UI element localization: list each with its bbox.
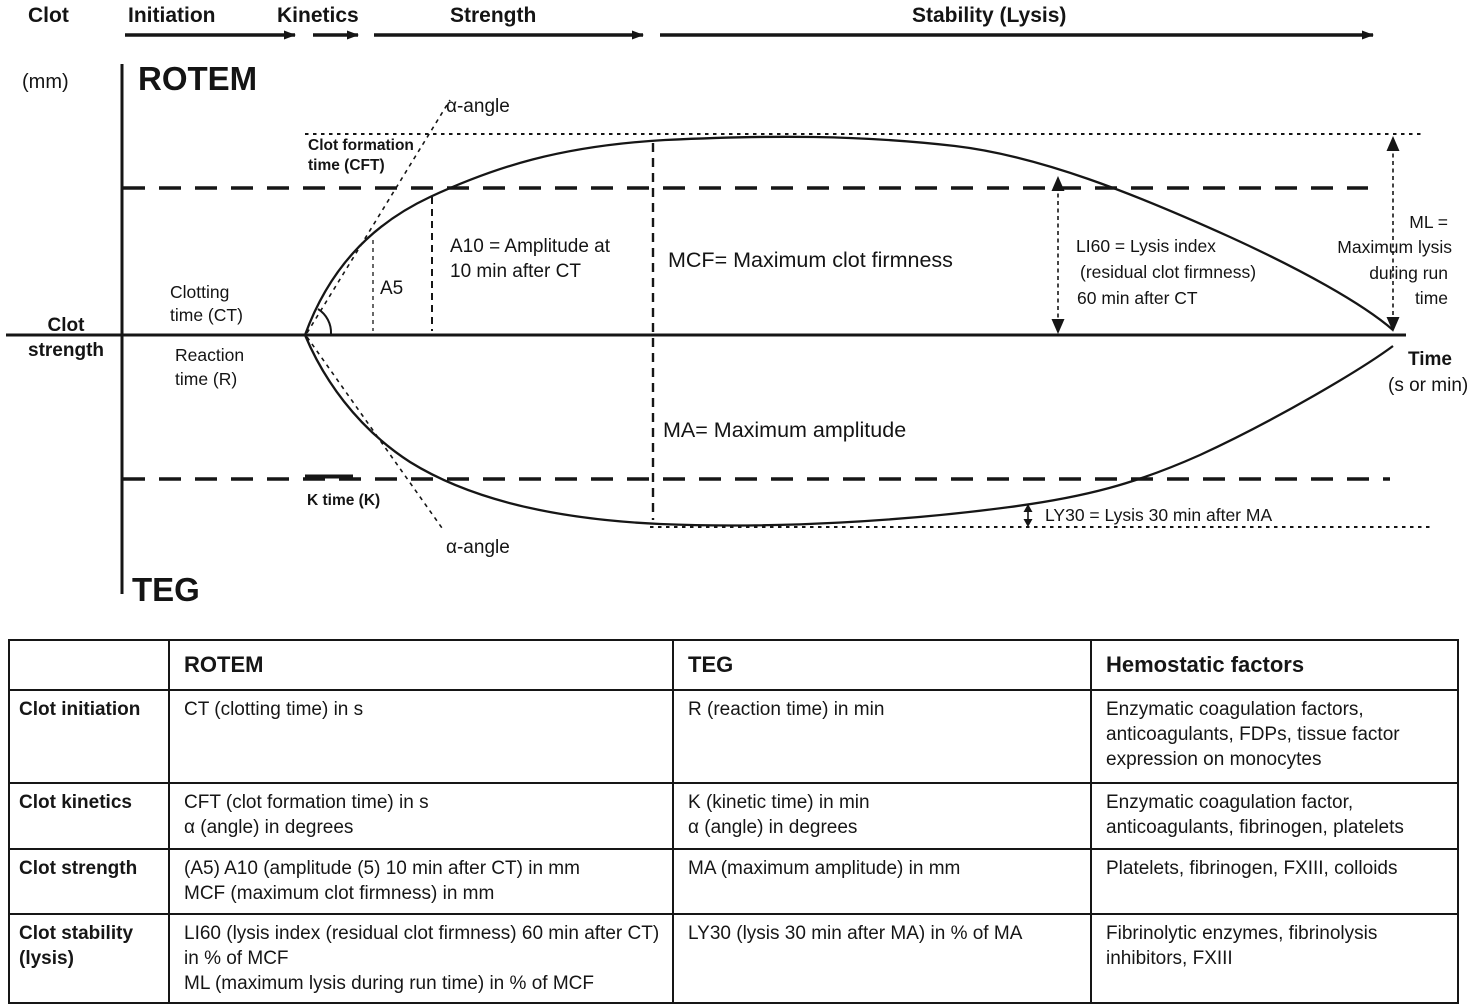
cell-line: LI60 (lysis index (residual clot firmness) 60 min after CT) in % of MCF (184, 923, 660, 970)
ct-label-line1: Clotting (170, 282, 230, 302)
table-header-factors: Hemostatic factors (1091, 640, 1458, 690)
teg-cell (673, 849, 1091, 914)
li60-label-line1: LI60 = Lysis index (1076, 236, 1216, 256)
k-time-label: K time (K) (307, 492, 381, 509)
factors-cell (1091, 690, 1458, 783)
table-row-clot-strength (9, 849, 1458, 914)
li60-label-line3: 60 min after CT (1077, 288, 1198, 308)
table-row-clot-stability (9, 914, 1458, 1003)
table-row-clot-initiation (9, 690, 1458, 783)
table-row-clot-kinetics (9, 783, 1458, 849)
teg-cell (673, 783, 1091, 849)
cell-line: LY30 (lysis 30 min after MA) in % of MA (688, 923, 1023, 944)
stage-label-initiation: Initiation (128, 4, 216, 27)
r-label-line1: Reaction (175, 345, 245, 365)
y-axis-unit-label: (mm) (22, 71, 69, 93)
category-cell: Clot initiation (9, 690, 169, 783)
ct-label-line2: time (CT) (170, 305, 243, 325)
parameters-table (8, 639, 1459, 1004)
li60-arrowhead-top (1052, 176, 1065, 191)
rotem-cell (169, 849, 673, 914)
ly30-label: LY30 = Lysis 30 min after MA (1045, 505, 1273, 525)
teg-label: TEG (132, 571, 200, 608)
flow-header-label: Clot (28, 4, 69, 27)
cell-line: R (reaction time) in min (688, 699, 885, 720)
stage-label-strength: Strength (450, 4, 537, 27)
y-axis-title-line2: strength (28, 340, 104, 361)
ml-label-line3: during run (1369, 263, 1448, 283)
alpha-angle-label-bottom: α-angle (446, 537, 510, 558)
rotem-cell (169, 783, 673, 849)
li60-label-line2: (residual clot firmness) (1080, 262, 1257, 282)
cell-line: α (angle) in degrees (184, 817, 354, 839)
cft-label-line2: time (CFT) (308, 157, 385, 174)
teg-cell (673, 690, 1091, 783)
ml-arrowhead-bottom (1387, 317, 1400, 332)
a5-label: A5 (380, 278, 404, 299)
table-header-row (9, 640, 1458, 690)
ly30-arrowhead-bottom (1024, 519, 1033, 527)
ml-label-line2: Maximum lysis (1337, 237, 1452, 257)
table-header-rotem: ROTEM (169, 640, 673, 690)
cell-line: CFT (clot formation time) in s (184, 792, 429, 813)
cell-line: K (kinetic time) in min (688, 792, 870, 813)
ma-label: MA= Maximum amplitude (663, 418, 907, 442)
alpha-angle-label-top: α-angle (446, 96, 510, 117)
cell-line: CT (clotting time) in s (184, 699, 364, 720)
li60-arrowhead-bottom (1052, 319, 1065, 334)
stage-label-kinetics: Kinetics (277, 4, 359, 27)
cell-line: α (angle) in degrees (688, 817, 858, 839)
cell-line: Fibrinolytic enzymes, fibrinolysis inhibitors, FXIII (1106, 923, 1378, 970)
category-cell: Clot kinetics (9, 783, 169, 849)
cell-line: Platelets, fibrinogen, FXIII, colloids (1106, 858, 1398, 879)
mcf-label: MCF= Maximum clot firmness (668, 248, 953, 272)
cell-line: MCF (maximum clot firmness) in mm (184, 883, 495, 905)
cell-line: Enzymatic coagulation factor, anticoagulants, fibrinogen, platelets (1106, 792, 1404, 839)
category-cell: Clot stability (lysis) (9, 914, 169, 1003)
factors-cell (1091, 849, 1458, 914)
x-axis-title: Time (1408, 349, 1453, 370)
cell-line: Enzymatic coagulation factors, anticoagulants, FDPs, tissue factor expression on monocytes (1106, 699, 1400, 771)
stage-label-stability: Stability (Lysis) (912, 4, 1067, 27)
rotem-cell (169, 690, 673, 783)
ml-arrowhead-top (1387, 136, 1400, 151)
a10-label-line1: A10 = Amplitude at (450, 236, 611, 257)
a10-label-line2: 10 min after CT (450, 261, 581, 282)
rotem-cell (169, 914, 673, 1003)
rotem-label: ROTEM (138, 60, 258, 97)
factors-cell (1091, 914, 1458, 1003)
cell-line: (A5) A10 (amplitude (5) 10 min after CT) in mm (184, 858, 580, 879)
category-cell: Clot strength (9, 849, 169, 914)
alpha-angle-arc (318, 309, 331, 334)
table-header-empty (9, 640, 169, 690)
cft-label-line1: Clot formation (308, 137, 414, 154)
cell-line: MA (maximum amplitude) in mm (688, 858, 961, 879)
ml-label-line4: time (1414, 288, 1448, 308)
teg-cell (673, 914, 1091, 1003)
factors-cell (1091, 783, 1458, 849)
r-label-line2: time (R) (175, 369, 238, 389)
cell-line: ML (maximum lysis during run time) in % of MCF (184, 973, 594, 995)
table-header-teg: TEG (673, 640, 1091, 690)
x-axis-unit-label: (s or min) (1388, 375, 1469, 396)
ml-label-line1: ML = (1409, 212, 1448, 232)
y-axis-title-line1: Clot (47, 315, 85, 336)
